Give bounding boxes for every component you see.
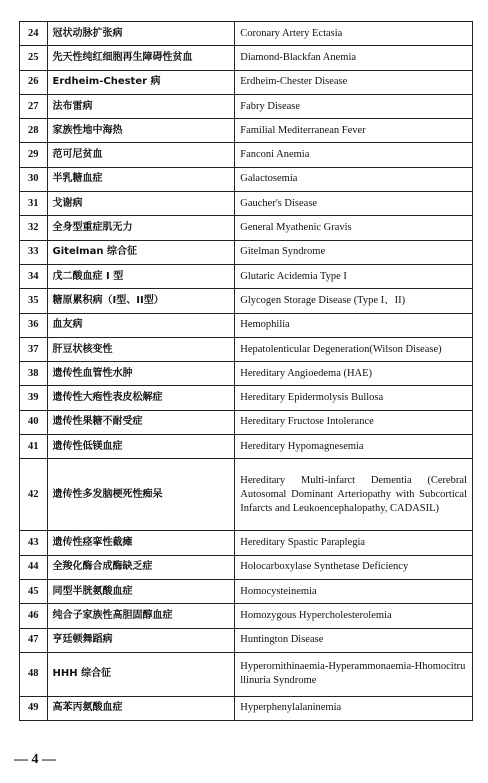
chinese-disease-name: Erdheim-Chester 病 [47, 70, 235, 94]
english-disease-name: Fabry Disease [235, 94, 473, 118]
rare-disease-table-body [20, 22, 473, 721]
table-row [20, 604, 473, 628]
chinese-disease-name: 戊二酸血症 I 型 [47, 264, 235, 288]
table-row [20, 192, 473, 216]
english-disease-name: Diamond-Blackfan Anemia [235, 46, 473, 70]
row-number: 27 [20, 94, 48, 118]
table-row [20, 313, 473, 337]
table-row [20, 94, 473, 118]
row-number: 43 [20, 531, 48, 555]
english-disease-name: Hereditary Epidermolysis Bullosa [235, 386, 473, 410]
table-row [20, 264, 473, 288]
row-number: 48 [20, 652, 48, 696]
english-disease-name: Erdheim-Chester Disease [235, 70, 473, 94]
row-number: 44 [20, 555, 48, 579]
table-row [20, 119, 473, 143]
table-row [20, 70, 473, 94]
english-disease-name: Hepatolenticular Degeneration(Wilson Disease) [235, 337, 473, 361]
table-row [20, 652, 473, 696]
table-row [20, 289, 473, 313]
table-row [20, 628, 473, 652]
row-number: 45 [20, 579, 48, 603]
row-number: 40 [20, 410, 48, 434]
english-disease-name: Galactosemia [235, 167, 473, 191]
row-number: 41 [20, 435, 48, 459]
chinese-disease-name: 戈谢病 [47, 192, 235, 216]
chinese-disease-name: 半乳糖血症 [47, 167, 235, 191]
row-number: 35 [20, 289, 48, 313]
chinese-disease-name: 糖原累积病（I型、II型） [47, 289, 235, 313]
chinese-disease-name: 冠状动脉扩张病 [47, 22, 235, 46]
english-disease-name: Glutaric Acidemia Type I [235, 264, 473, 288]
table-row [20, 143, 473, 167]
english-disease-name: Homocysteinemia [235, 579, 473, 603]
table-row [20, 167, 473, 191]
chinese-disease-name: 遗传性血管性水肿 [47, 362, 235, 386]
row-number: 25 [20, 46, 48, 70]
table-row [20, 531, 473, 555]
chinese-disease-name: 遗传性大疱性表皮松解症 [47, 386, 235, 410]
english-disease-name: Hereditary Fructose Intolerance [235, 410, 473, 434]
row-number: 33 [20, 240, 48, 264]
english-disease-name: Coronary Artery Ectasia [235, 22, 473, 46]
row-number: 32 [20, 216, 48, 240]
english-disease-name: Holocarboxylase Synthetase Deficiency [235, 555, 473, 579]
chinese-disease-name: 遗传性痉挛性截瘫 [47, 531, 235, 555]
chinese-disease-name: 血友病 [47, 313, 235, 337]
row-number: 28 [20, 119, 48, 143]
row-number: 38 [20, 362, 48, 386]
english-disease-name: Hyperphenylalaninemia [235, 696, 473, 720]
english-disease-name: Fanconi Anemia [235, 143, 473, 167]
chinese-disease-name: 亨廷顿舞蹈病 [47, 628, 235, 652]
english-disease-name: Glycogen Storage Disease (Type I、II) [235, 289, 473, 313]
row-number: 49 [20, 696, 48, 720]
table-row [20, 362, 473, 386]
english-disease-name: Hereditary Spastic Paraplegia [235, 531, 473, 555]
row-number: 37 [20, 337, 48, 361]
chinese-disease-name: 遗传性果糖不耐受症 [47, 410, 235, 434]
chinese-disease-name: 同型半胱氨酸血症 [47, 579, 235, 603]
chinese-disease-name: Gitelman 综合征 [47, 240, 235, 264]
english-disease-name: Familial Mediterranean Fever [235, 119, 473, 143]
table-row [20, 337, 473, 361]
english-disease-name: Hereditary Angioedema (HAE) [235, 362, 473, 386]
row-number: 47 [20, 628, 48, 652]
chinese-disease-name: 全身型重症肌无力 [47, 216, 235, 240]
chinese-disease-name: 先天性纯红细胞再生障碍性贫血 [47, 46, 235, 70]
english-disease-name: Gitelman Syndrome [235, 240, 473, 264]
english-disease-name: Hereditary Hypomagnesemia [235, 435, 473, 459]
table-row [20, 435, 473, 459]
english-disease-name: Homozygous Hypercholesterolemia [235, 604, 473, 628]
table-row [20, 216, 473, 240]
chinese-disease-name: 法布雷病 [47, 94, 235, 118]
rare-disease-table [19, 21, 473, 721]
english-disease-name: Hyperornithinaemia-Hyperammonaemia-Hhomocitrullinuria Syndrome [235, 652, 473, 696]
chinese-disease-name: 全羧化酶合成酶缺乏症 [47, 555, 235, 579]
chinese-disease-name: 家族性地中海热 [47, 119, 235, 143]
chinese-disease-name: 纯合子家族性高胆固醇血症 [47, 604, 235, 628]
row-number: 29 [20, 143, 48, 167]
row-number: 42 [20, 459, 48, 531]
table-row [20, 696, 473, 720]
row-number: 36 [20, 313, 48, 337]
chinese-disease-name: 范可尼贫血 [47, 143, 235, 167]
table-row [20, 410, 473, 434]
row-number: 30 [20, 167, 48, 191]
english-disease-name: Hemophilia [235, 313, 473, 337]
table-row [20, 386, 473, 410]
table-row [20, 555, 473, 579]
english-disease-name: General Myathenic Gravis [235, 216, 473, 240]
row-number: 46 [20, 604, 48, 628]
row-number: 31 [20, 192, 48, 216]
chinese-disease-name: 遗传性多发脑梗死性痴呆 [47, 459, 235, 531]
table-row [20, 459, 473, 531]
chinese-disease-name: 高苯丙氨酸血症 [47, 696, 235, 720]
chinese-disease-name: 遗传性低镁血症 [47, 435, 235, 459]
page-number: — 4 — [14, 752, 56, 767]
chinese-disease-name: HHH 综合征 [47, 652, 235, 696]
row-number: 26 [20, 70, 48, 94]
table-row [20, 579, 473, 603]
table-row [20, 46, 473, 70]
english-disease-name: Huntington Disease [235, 628, 473, 652]
row-number: 24 [20, 22, 48, 46]
english-disease-name: Gaucher's Disease [235, 192, 473, 216]
row-number: 34 [20, 264, 48, 288]
english-disease-name: Hereditary Multi-infarct Dementia (Cerebral Autosomal Dominant Arteriopathy with Subcortical Infarcts and Leukoencephalopathy, CADASIL) [235, 459, 473, 531]
table-row [20, 22, 473, 46]
chinese-disease-name: 肝豆状核变性 [47, 337, 235, 361]
row-number: 39 [20, 386, 48, 410]
table-row [20, 240, 473, 264]
